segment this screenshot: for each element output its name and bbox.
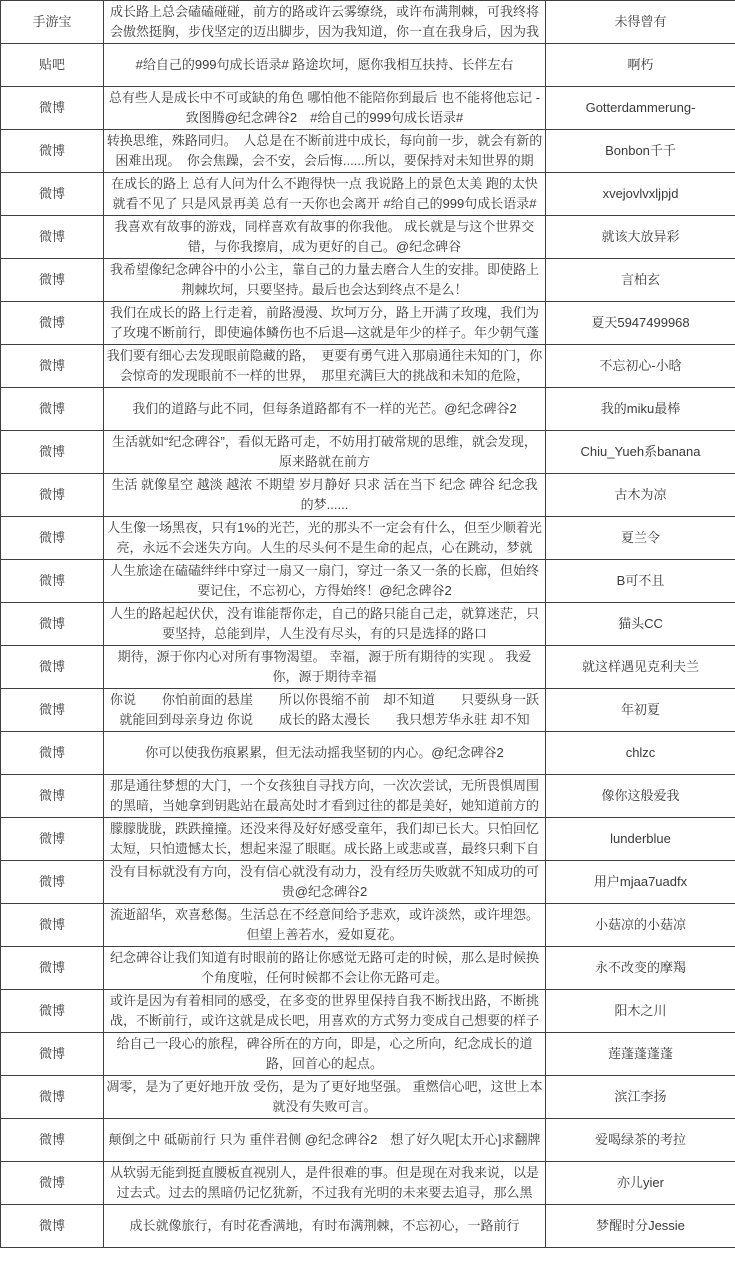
source-label: 微博 — [38, 315, 65, 330]
source-label: 微博 — [38, 186, 65, 201]
source-label: 微博 — [38, 229, 65, 244]
source-cell — [1, 431, 104, 474]
quote-content-text: 转换思维，殊路同归。 人总是在不断前进中成长，每向前一步，就会有新的困难出现。 你会焦躁，会不安，会后悔......所以，要保持对未知世界的期 — [106, 133, 543, 168]
table-row — [1, 173, 735, 216]
author-cell — [546, 1205, 735, 1248]
author-name: 我的miku最棒 — [600, 401, 681, 416]
quote-content-cell — [104, 259, 546, 302]
quote-content-text: 期待，源于你内心对所有事物渴望。 幸福，源于所有期待的实现 。 我爱你，源于期待幸福 — [117, 649, 532, 684]
quote-content-text: 凋零，是为了更好地开放 受伤，是为了更好地坚强。 重燃信心吧，这世上本就没有失败可言。 — [106, 1079, 543, 1114]
quote-content-text: 从软弱无能到挺直腰板直视别人，是件很难的事。但是现在对我来说，以是过去式。过去的黑暗仍记忆犹新，不过我有光明的未来要去追寻，那么黑 — [109, 1165, 539, 1200]
author-cell — [546, 947, 735, 990]
source-cell — [1, 517, 104, 560]
source-cell — [1, 44, 104, 87]
author-cell — [546, 87, 735, 130]
author-cell — [546, 431, 735, 474]
quote-content-text: 朦朦胧胧，跌跌撞撞。还没来得及好好感受童年，我们却已长大。只怕回忆太短，只怕遗憾太长，想起来湿了眼眶。成长路上或悲或喜，最终只剩下自 — [109, 821, 539, 856]
source-cell — [1, 732, 104, 775]
author-name: chlzc — [625, 745, 656, 760]
quote-content-cell — [104, 216, 546, 259]
author-cell — [546, 388, 735, 431]
author-cell — [546, 646, 735, 689]
table-row — [1, 904, 735, 947]
table-row — [1, 388, 735, 431]
quote-content-cell — [104, 517, 546, 560]
source-cell — [1, 474, 104, 517]
author-name: 年初夏 — [620, 702, 660, 717]
author-cell — [546, 990, 735, 1033]
author-cell — [546, 603, 735, 646]
source-label: 微博 — [38, 874, 65, 889]
quote-content-cell — [104, 173, 546, 216]
quote-content-text: 纪念碑谷让我们知道有时眼前的路让你感觉无路可走的时候，那么是时候换个角度啦，任何时候都不会让你无路可走。 — [109, 950, 539, 985]
quotes-table-body — [1, 1, 735, 1248]
quote-content-cell — [104, 1, 546, 44]
source-cell — [1, 603, 104, 646]
table-row — [1, 603, 735, 646]
quote-content-text: 生活就如“纪念碑谷”，看似无路可走，不妨用打破常规的思维，就会发现，原来路就在前方 — [112, 434, 537, 469]
quote-content-text: #给自己的999句成长语录# 路途坎坷，愿你我相互扶持、长伴左右 — [135, 57, 514, 72]
quote-content-text: 流逝韶华，欢喜愁傷。生活总在不经意间给予悲欢，或许淡然，或许埋怨。但望上善若水，爱如夏花。 — [109, 907, 539, 942]
author-name: 用户mjaa7uadfx — [593, 874, 688, 889]
quote-content-text: 在成长的路上 总有人问为什么不跑得快一点 我说路上的景色太美 跑的太快就看不见了 只是风景再美 总有一天你也会离开 #给自己的999句成长语录# — [111, 176, 538, 211]
table-row — [1, 1119, 735, 1162]
source-cell — [1, 689, 104, 732]
author-name: 夏兰令 — [620, 530, 660, 545]
quote-content-cell — [104, 130, 546, 173]
table-row — [1, 44, 735, 87]
author-name: 未得曾有 — [614, 14, 667, 29]
source-label: 微博 — [38, 659, 65, 674]
author-name: 猫头CC — [618, 616, 663, 631]
author-cell — [546, 517, 735, 560]
table-row — [1, 259, 735, 302]
author-name: B可不且 — [616, 573, 665, 588]
author-name: 像你这般爱我 — [601, 788, 680, 803]
source-label: 微博 — [38, 573, 65, 588]
table-row — [1, 1076, 735, 1119]
source-cell — [1, 1076, 104, 1119]
author-cell — [546, 1033, 735, 1076]
source-label: 微博 — [38, 530, 65, 545]
table-row — [1, 517, 735, 560]
quote-content-text: 我们要有细心去发现眼前隐藏的路， 更要有勇气进入那扇通往未知的门，你会惊奇的发现眼前不一样的世界， 那里充满巨大的挑战和未知的危险， — [106, 348, 543, 383]
table-row — [1, 431, 735, 474]
author-cell — [546, 130, 735, 173]
quote-content-cell — [104, 603, 546, 646]
source-label: 微博 — [38, 272, 65, 287]
source-label: 手游宝 — [32, 14, 72, 29]
source-cell — [1, 1205, 104, 1248]
table-row — [1, 861, 735, 904]
quote-content-cell — [104, 818, 546, 861]
quote-content-cell — [104, 775, 546, 818]
source-cell — [1, 904, 104, 947]
quote-content-cell — [104, 732, 546, 775]
quote-content-text: 人生像一场黑夜，只有1%的光芒，光的那头不一定会有什么，但至少顺着光亮，永远不会迷失方向。人生的尽头何不是生命的起点，心在跳动，梦就 — [107, 520, 542, 555]
quote-content-text: 成长路上总会磕磕碰碰，前方的路或许云雾缭绕，或许布满荆棘，可我终将会傲然挺胸，步伐坚定的迈出脚步，因为我知道，你一直在我身后，因为我 — [109, 4, 539, 39]
author-cell — [546, 1162, 735, 1205]
author-cell — [546, 173, 735, 216]
source-cell — [1, 259, 104, 302]
table-row — [1, 130, 735, 173]
source-cell — [1, 861, 104, 904]
quote-content-text: 你可以使我伤痕累累，但无法动摇我坚韧的内心。@纪念碑谷2 — [145, 745, 504, 760]
quote-content-cell — [104, 474, 546, 517]
source-label: 微博 — [38, 1132, 65, 1147]
table-row — [1, 947, 735, 990]
table-row — [1, 818, 735, 861]
source-label: 微博 — [38, 1089, 65, 1104]
source-label: 微博 — [38, 100, 65, 115]
table-row — [1, 775, 735, 818]
source-label: 贴吧 — [38, 57, 65, 72]
author-name: 小菇凉的小菇凉 — [594, 917, 686, 932]
source-label: 微博 — [38, 960, 65, 975]
author-name: 就这样遇见克利夫兰 — [581, 659, 699, 674]
source-label: 微博 — [38, 401, 65, 416]
table-row — [1, 560, 735, 603]
quote-content-text: 人生的路起起伏伏，没有谁能帮你走，自己的路只能自己走，就算迷茫，只要坚持，总能到岸，人生没有尽头，有的只是选择的路口 — [109, 606, 539, 641]
source-label: 微博 — [38, 788, 65, 803]
source-label: 微博 — [38, 1046, 65, 1061]
author-name: 阳木之川 — [614, 1003, 667, 1018]
source-label: 微博 — [38, 745, 65, 760]
author-cell — [546, 302, 735, 345]
author-cell — [546, 904, 735, 947]
quote-content-cell — [104, 1076, 546, 1119]
quote-content-text: 人生旅途在磕磕绊绊中穿过一扇又一扇门，穿过一条又一条的长廊，但始终要记住，不忘初心，方得始终！@纪念碑谷2 — [109, 563, 539, 598]
quote-content-cell — [104, 1205, 546, 1248]
source-cell — [1, 1162, 104, 1205]
quote-content-cell — [104, 388, 546, 431]
quote-content-cell — [104, 44, 546, 87]
table-row — [1, 1205, 735, 1248]
quote-content-text: 没有目标就没有方向，没有信心就没有动力，没有经历失败就不知成功的可贵@纪念碑谷2 — [109, 864, 539, 899]
source-cell — [1, 216, 104, 259]
author-name: Chiu_Yueh系banana — [580, 444, 701, 459]
table-row — [1, 689, 735, 732]
quote-content-text: 我喜欢有故事的游戏，同样喜欢有故事的你我他。 成长就是与这个世界交错，与你我擦肩，成为更好的自己。@纪念碑谷 — [114, 219, 535, 254]
source-cell — [1, 1119, 104, 1162]
source-label: 微博 — [38, 616, 65, 631]
source-cell — [1, 388, 104, 431]
table-row — [1, 302, 735, 345]
quote-content-cell — [104, 904, 546, 947]
quote-content-text: 我们的道路与此不同，但每条道路都有不一样的光芒。@纪念碑谷2 — [132, 401, 517, 416]
quote-content-text: 我希望像纪念碑谷中的小公主，靠自己的力量去磨合人生的安排。即使路上荆棘坎坷，只要坚持。最后也会达到终点不是么！ — [109, 262, 539, 297]
table-row — [1, 1033, 735, 1076]
author-cell — [546, 560, 735, 603]
source-cell — [1, 345, 104, 388]
quote-content-text: 那是通往梦想的大门，一个女孩独自寻找方向，一次次尝试，无所畏惧周围的黑暗，当她拿到钥匙站在最高处时才看到过往的都是美好，她知道前方的 — [109, 778, 539, 813]
source-cell — [1, 1, 104, 44]
table-row — [1, 1, 735, 44]
quote-content-cell — [104, 87, 546, 130]
author-name: lunderblue — [610, 831, 671, 846]
quote-content-text: 我们在成长的路上行走着，前路漫漫、坎坷万分，路上开满了玫瑰，我们为了玫瑰不断前行，即使遍体鳞伤也不后退—这就是年少的样子。年少朝气蓬 — [109, 305, 539, 340]
source-cell — [1, 130, 104, 173]
author-name: 不忘初心-小晗 — [599, 358, 682, 373]
quote-content-cell — [104, 689, 546, 732]
source-label: 微博 — [38, 358, 65, 373]
author-cell — [546, 775, 735, 818]
source-cell — [1, 990, 104, 1033]
author-cell — [546, 259, 735, 302]
quote-content-cell — [104, 345, 546, 388]
source-label: 微博 — [38, 831, 65, 846]
author-cell — [546, 345, 735, 388]
author-name: 亦儿yier — [617, 1175, 664, 1190]
quote-content-text: 成长就像旅行，有时花香满地，有时布满荆棘，不忘初心，一路前行 — [129, 1218, 520, 1233]
quote-content-text: 或许是因为有着相同的感受，在多变的世界里保持自我不断找出路，不断挑战，不断前行，或许这就是成长吧，用喜欢的方式努力变成自己想要的样子 — [109, 993, 539, 1028]
source-cell — [1, 818, 104, 861]
quote-content-cell — [104, 560, 546, 603]
author-name: 啊朽 — [627, 57, 654, 72]
source-label: 微博 — [38, 1218, 65, 1233]
author-cell — [546, 861, 735, 904]
quote-content-text: 给自己一段心的旅程，碑谷所在的方向，即是，心之所向，纪念成长的道路，回首心的起点。 — [116, 1036, 533, 1071]
quote-content-cell — [104, 1162, 546, 1205]
quote-content-cell — [104, 1033, 546, 1076]
author-cell — [546, 818, 735, 861]
table-row — [1, 216, 735, 259]
source-cell — [1, 775, 104, 818]
quote-content-cell — [104, 646, 546, 689]
author-name: 永不改变的摩羯 — [594, 960, 686, 975]
author-cell — [546, 474, 735, 517]
author-cell — [546, 216, 735, 259]
source-label: 微博 — [38, 702, 65, 717]
source-label: 微博 — [38, 1175, 65, 1190]
quote-content-text: 生活 就像星空 越淡 越浓 不期望 岁月静好 只求 活在当下 纪念 碑谷 纪念我的梦...... — [111, 477, 538, 512]
source-cell — [1, 646, 104, 689]
quote-content-text: 颠倒之中 砥砺前行 只为 重伴君侧 @纪念碑谷2 想了好久呢[太开心]求翻牌 — [108, 1132, 541, 1147]
author-name: 言柏玄 — [620, 272, 660, 287]
author-name: 莲蓬蓬蓬蓬 — [607, 1046, 673, 1061]
author-cell — [546, 44, 735, 87]
author-name: 爱喝绿茶的考拉 — [594, 1132, 686, 1147]
source-cell — [1, 173, 104, 216]
author-cell — [546, 1076, 735, 1119]
author-name: Gotterdammerung- — [585, 100, 696, 115]
table-row — [1, 1162, 735, 1205]
source-cell — [1, 947, 104, 990]
table-row — [1, 990, 735, 1033]
author-cell — [546, 732, 735, 775]
table-row — [1, 474, 735, 517]
quote-content-cell — [104, 947, 546, 990]
quote-content-cell — [104, 431, 546, 474]
quote-content-cell — [104, 990, 546, 1033]
source-cell — [1, 1033, 104, 1076]
quote-content-cell — [104, 861, 546, 904]
quote-content-cell — [104, 1119, 546, 1162]
author-name: Bonbon千千 — [605, 143, 676, 158]
source-label: 微博 — [38, 917, 65, 932]
table-row — [1, 646, 735, 689]
author-name: 梦醒时分Jessie — [596, 1218, 685, 1233]
table-row — [1, 87, 735, 130]
table-row — [1, 345, 735, 388]
author-cell — [546, 689, 735, 732]
source-label: 微博 — [38, 143, 65, 158]
source-cell — [1, 560, 104, 603]
author-name: 夏天5947499968 — [591, 315, 690, 330]
quote-content-text: 总有些人是成长中不可或缺的角色 哪怕他不能陪你到最后 也不能将他忘记 -致图腾@纪念碑谷2 #给自己的999句成长语录# — [108, 90, 541, 125]
table-row — [1, 732, 735, 775]
author-name: 古木为凉 — [614, 487, 667, 502]
author-cell — [546, 1, 735, 44]
author-cell — [546, 1119, 735, 1162]
author-name: 滨江李扬 — [614, 1089, 667, 1104]
quote-content-text: 你说 你怕前面的悬崖 所以你畏缩不前 却不知道 只要纵身一跃就能回到母亲身边 你说 成长的路太漫长 我只想芳华永驻 却不知 — [109, 692, 539, 727]
author-name: xvejovlvxljpjd — [602, 186, 679, 201]
author-name: 就该大放异彩 — [601, 229, 680, 244]
source-cell — [1, 87, 104, 130]
source-cell — [1, 302, 104, 345]
quote-content-cell — [104, 302, 546, 345]
source-label: 微博 — [38, 1003, 65, 1018]
source-label: 微博 — [38, 487, 65, 502]
source-label: 微博 — [38, 444, 65, 459]
